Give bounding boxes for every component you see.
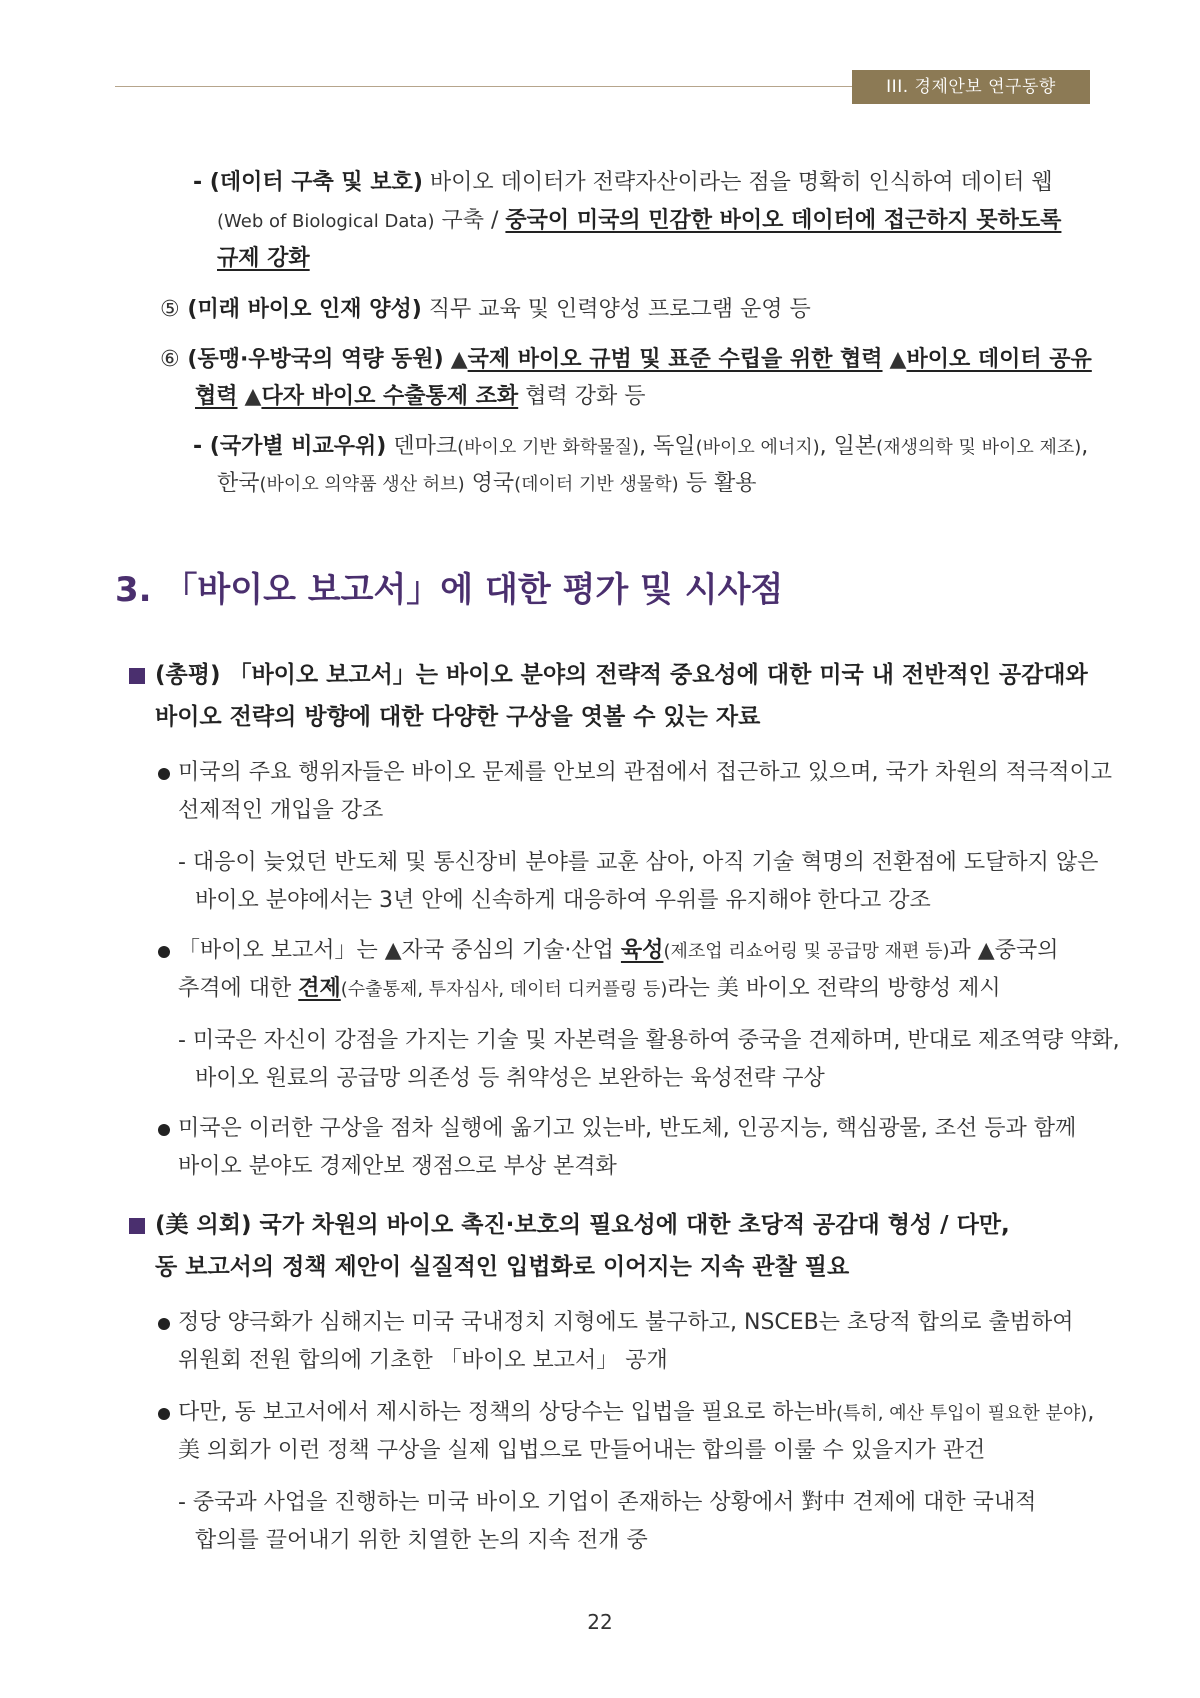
block1-dash1-line-2: 바이오 분야에서는 3년 안에 신속하게 대응하여 우위를 유지해야 한다고 강조 [195,888,931,913]
block1-bullet2-line-1 [178,936,1058,967]
block2-bullet2-text: 다만, 동 보고서에서 제시하는 정책의 상당수는 입법을 필요로 하는바 [178,1400,836,1425]
section-3-title: 3. 「바이오 보고서」에 대한 평가 및 시사점 [115,570,784,610]
triangle-bullet: ▲ [237,384,262,409]
block1-lead-line-1: (총평) 「바이오 보고서」는 바이오 분야의 전략적 중요성에 대한 미국 내 전반적인 공감대와 [155,662,1088,688]
block2-lead-line-2: 동 보고서의 정책 제안이 실질적인 입법화로 이어지는 지속 관찰 필요 [155,1254,850,1280]
square-bullet-icon [129,1218,145,1234]
item-6-text: 협력 강화 등 [518,384,646,409]
item-6-line-1 [160,345,1092,375]
country-korea: 한국 [217,471,260,496]
header-rule [115,86,855,87]
item-6-line-2 [195,382,645,412]
item-6-emphasis-4: 다자 바이오 수출통제 조화 [261,384,519,409]
block1-bullet1-line-2: 선제적인 개입을 강조 [178,798,384,823]
comparative-advantage-line-2 [217,469,756,500]
bullet2-emphasis-grow: 육성 [620,938,664,963]
data-protection-heading: - (데이터 구축 및 보호) [193,170,423,195]
bullet2-text-c: 추격에 대한 [178,976,299,1001]
block2-lead-line-1: (美 의회) 국가 차원의 바이오 촉진·보호의 필요성에 대한 초당적 공감대 형성 / 다만, [155,1212,1010,1238]
country-uk-note: (데이터 기반 생물학) [514,474,679,495]
item-6-heading: (동맹·우방국의 역량 동원) [179,347,444,372]
data-protection-line-2 [217,206,1061,237]
round-bullet-icon [158,768,170,780]
block2-dash1-line-1: - 중국과 사업을 진행하는 미국 바이오 기업이 존재하는 상황에서 對中 견제에 대한 국내적 [178,1490,1037,1515]
country-japan-note: (재생의학 및 바이오 제조) [876,437,1082,458]
data-protection-text: 바이오 데이터가 전략자산이라는 점을 명확히 인식하여 데이터 웹 [422,170,1053,195]
bullet2-note-b: (수출통제, 투자심사, 데이터 디커플링 등) [340,979,668,1000]
block2-dash1-line-2: 합의를 끌어내기 위한 치열한 논의 지속 전개 중 [195,1528,648,1553]
country-korea-note: (바이오 의약품 생산 허브) [259,474,465,495]
item-6-emphasis-2: 바이오 데이터 공유 [906,347,1092,372]
country-uk: 영국 [464,471,515,496]
block1-dash2-line-2: 바이오 원료의 공급망 의존성 등 취약성은 보완하는 육성전략 구상 [195,1066,825,1091]
square-bullet-icon [129,668,145,684]
section-tag: III. 경제안보 연구동향 [852,70,1090,104]
country-germany: , 독일 [639,434,696,459]
block1-bullet2-line-2 [178,974,1001,1005]
page-number: 22 [587,1610,613,1634]
comma: , [1087,1400,1095,1425]
item-6-emphasis-3: 협력 [195,384,238,409]
round-bullet-icon [158,946,170,958]
item-5-heading: (미래 바이오 인재 양성) [179,297,422,322]
block2-bullet1-line-2: 위원회 전원 합의에 기초한 「바이오 보고서」 공개 [178,1348,668,1373]
round-bullet-icon [158,1318,170,1330]
comparative-advantage-line-1 [193,432,1088,463]
country-japan: , 일본 [819,434,877,459]
triangle-bullet: ▲ [443,347,468,372]
comparative-advantage-end: 등 활용 [678,471,757,496]
triangle-bullet: ▲ [882,347,907,372]
block2-bullet2-line-2: 美 의회가 이런 정책 구상을 실제 입법으로 만들어내는 합의를 이룰 수 있을지가 관건 [178,1438,986,1463]
item-5-text: 직무 교육 및 인력양성 프로그램 운영 등 [421,297,811,322]
data-protection-emphasis: 중국이 미국의 민감한 바이오 데이터에 접근하지 못하도록 [505,208,1062,233]
block2-bullet2-note: (특히, 예산 투입이 필요한 분야) [836,1403,1088,1424]
block1-dash2-line-1: - 미국은 자신이 강점을 가지는 기술 및 자본력을 활용하여 중국을 견제하며, 반대로 제조역량 약화, [178,1028,1120,1053]
circled-6: ⑥ [160,347,180,372]
bullet2-emphasis-check: 견제 [298,976,341,1001]
web-of-biological-data-label: (Web of Biological Data) [217,211,435,232]
bullet2-note-a: (제조업 리쇼어링 및 공급망 재편 등) [663,941,950,962]
circled-5: ⑤ [160,297,180,322]
bullet2-text-b: 과 ▲중국의 [949,938,1059,963]
block2-bullet2-line-1 [178,1398,1094,1429]
bullet2-text-a: 「바이오 보고서」는 ▲자국 중심의 기술·산업 [178,938,621,963]
round-bullet-icon [158,1408,170,1420]
comma: , [1081,434,1089,459]
round-bullet-icon [158,1124,170,1136]
country-germany-note: (바이오 에너지) [695,437,820,458]
block1-bullet3-line-1: 미국은 이러한 구상을 점차 실행에 옮기고 있는바, 반도체, 인공지능, 핵심광물, 조선 등과 함께 [178,1116,1077,1141]
data-protection-mid: 구축 / [434,208,506,233]
block1-dash1-line-1: - 대응이 늦었던 반도체 및 통신장비 분야를 교훈 삼아, 아직 기술 혁명의 전환점에 도달하지 않은 [178,850,1099,875]
data-protection-line-1 [193,168,1053,198]
country-denmark-note: (바이오 기반 화학물질) [457,437,640,458]
data-protection-line-3 [217,244,310,274]
comparative-advantage-heading: - (국가별 비교우위) [193,434,387,459]
regulation-emphasis: 규제 강화 [217,246,310,271]
bullet2-text-d: 라는 美 바이오 전략의 방향성 제시 [667,976,1001,1001]
block1-lead-line-2: 바이오 전략의 방향에 대한 다양한 구상을 엿볼 수 있는 자료 [155,704,761,730]
block2-bullet1-line-1: 정당 양극화가 심해지는 미국 국내정치 지형에도 불구하고, NSCEB는 초당적 합의로 출범하여 [178,1310,1074,1335]
country-denmark: 덴마크 [386,434,458,459]
item-6-emphasis-1: 국제 바이오 규범 및 표준 수립을 위한 협력 [467,347,883,372]
block1-bullet3-line-2: 바이오 분야도 경제안보 쟁점으로 부상 본격화 [178,1154,617,1179]
item-5 [160,295,811,325]
block1-bullet1-line-1: 미국의 주요 행위자들은 바이오 문제를 안보의 관점에서 접근하고 있으며, 국가 차원의 적극적이고 [178,760,1113,785]
